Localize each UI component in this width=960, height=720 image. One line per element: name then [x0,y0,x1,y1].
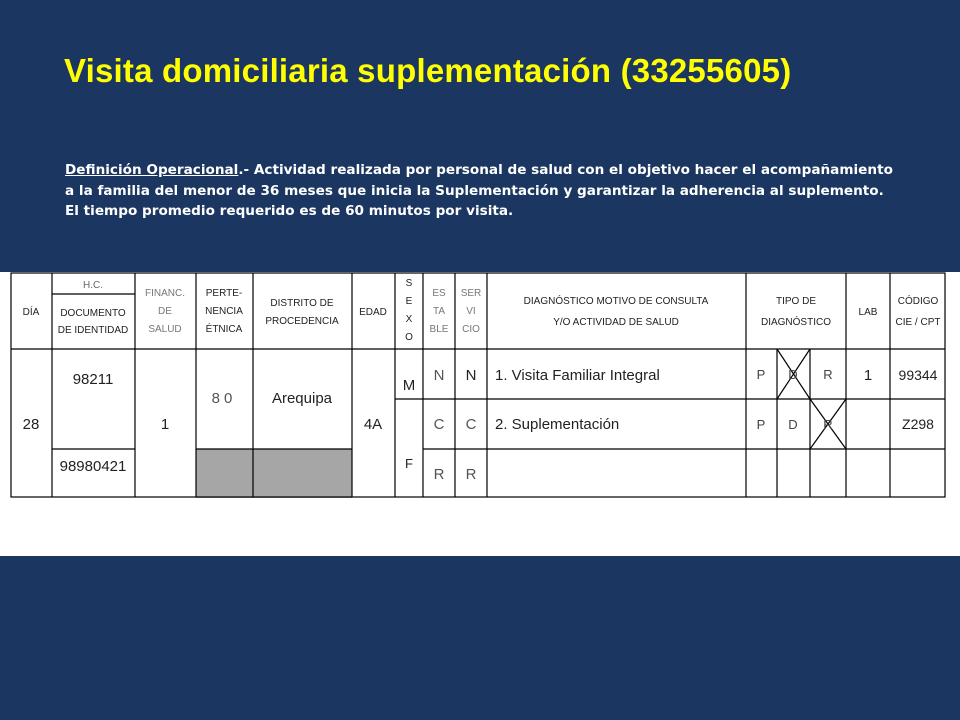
header-estable-2: TA [432,306,446,317]
definition-label: Definición Operacional [65,162,239,178]
cell-sexo-f: F [405,456,413,471]
row3-estable: R [433,466,445,483]
header-financiamiento-1: FINANC. [145,288,185,299]
header-codigo-1: CÓDIGO [897,296,939,307]
cell-pertenencia: 80 [211,390,237,407]
definition-line-2: a la familia del menor de 36 meses que inicia la Suplementación y garantizar la adherencia al suplemento. [65,182,884,199]
header-codigo-2: CIE / CPT [895,317,941,328]
header-distrito-1: DISTRITO DE [270,298,334,309]
distrito-shaded-cell [253,449,352,498]
header-sexo-x: X [405,314,413,325]
his-form-table [10,272,946,498]
row2-tipo-r: R [823,417,833,432]
header-servicio-2: VI [466,306,476,317]
row1-codigo: 99344 [898,367,938,383]
header-tipo-diagnostico-1: TIPO DE [775,296,817,307]
cell-historia-clinica: 98211 [72,371,114,388]
row3-servicio: R [465,466,477,483]
header-documento-2: DE IDENTIDAD [57,325,129,336]
cell-sexo-m: M [402,377,416,394]
header-diagnostico-2: Y/O ACTIVIDAD DE SALUD [553,317,679,328]
header-sexo-e: E [405,296,413,307]
header-financiamiento-2: DE [158,306,172,317]
header-edad: EDAD [359,307,387,318]
row2-estable: C [433,416,445,433]
header-estable-1: ES [432,288,446,299]
row2-servicio: C [465,416,477,433]
row2-tipo-d: D [788,417,798,432]
header-estable-3: BLE [429,324,449,335]
row2-codigo: Z298 [902,416,934,432]
header-documento-1: DOCUMENTO [60,308,126,319]
definition-text-1: .- Actividad realizada por personal de salud con el objetivo hacer el acompañamiento [238,162,893,178]
row2-tipo-p: P [756,417,766,432]
header-servicio-1: SER [460,288,482,299]
definition-line-3: El tiempo promedio requerido es de 60 minutos por visita. [65,203,514,219]
header-diagnostico-1: DIAGNÓSTICO MOTIVO DE CONSULTA [523,296,709,307]
definition-line-1 [65,160,925,181]
header-dia: DÍA [22,307,40,318]
header-pertenencia-1: PERTE- [205,288,243,299]
row2-diagnostico: 2. Suplementación [495,416,620,433]
cell-edad: 4A [363,416,383,433]
header-distrito-2: PROCEDENCIA [265,316,339,327]
cell-financiamiento: 1 [160,416,170,433]
header-lab: LAB [858,307,878,318]
cell-documento-identidad: 98980421 [59,458,127,475]
header-financiamiento-3: SALUD [148,324,182,335]
header-hc: H.C. [83,280,103,291]
pertenencia-shaded-cell [196,449,253,498]
header-sexo-o: O [405,332,413,343]
header-tipo-diagnostico-2: DIAGNÓSTICO [760,317,832,328]
header-pertenencia-2: NENCIA [205,306,243,317]
row1-estable: N [433,367,445,384]
row1-tipo-r: R [823,367,833,382]
row1-diagnostico: 1. Visita Familiar Integral [495,367,660,384]
definition-block [65,160,925,222]
row1-servicio: N [465,367,477,384]
row1-tipo-p: P [756,367,766,382]
slide-title: Visita domiciliaria suplementación (33255605) [64,52,792,89]
row1-lab: 1 [863,367,873,384]
row1-tipo-d: D [788,367,798,382]
header-sexo-s: S [405,278,413,289]
header-pertenencia-3: ÉTNICA [205,324,243,335]
cell-distrito: Arequipa [271,390,333,407]
cell-dia: 28 [22,416,40,433]
header-servicio-3: CIO [462,324,480,335]
